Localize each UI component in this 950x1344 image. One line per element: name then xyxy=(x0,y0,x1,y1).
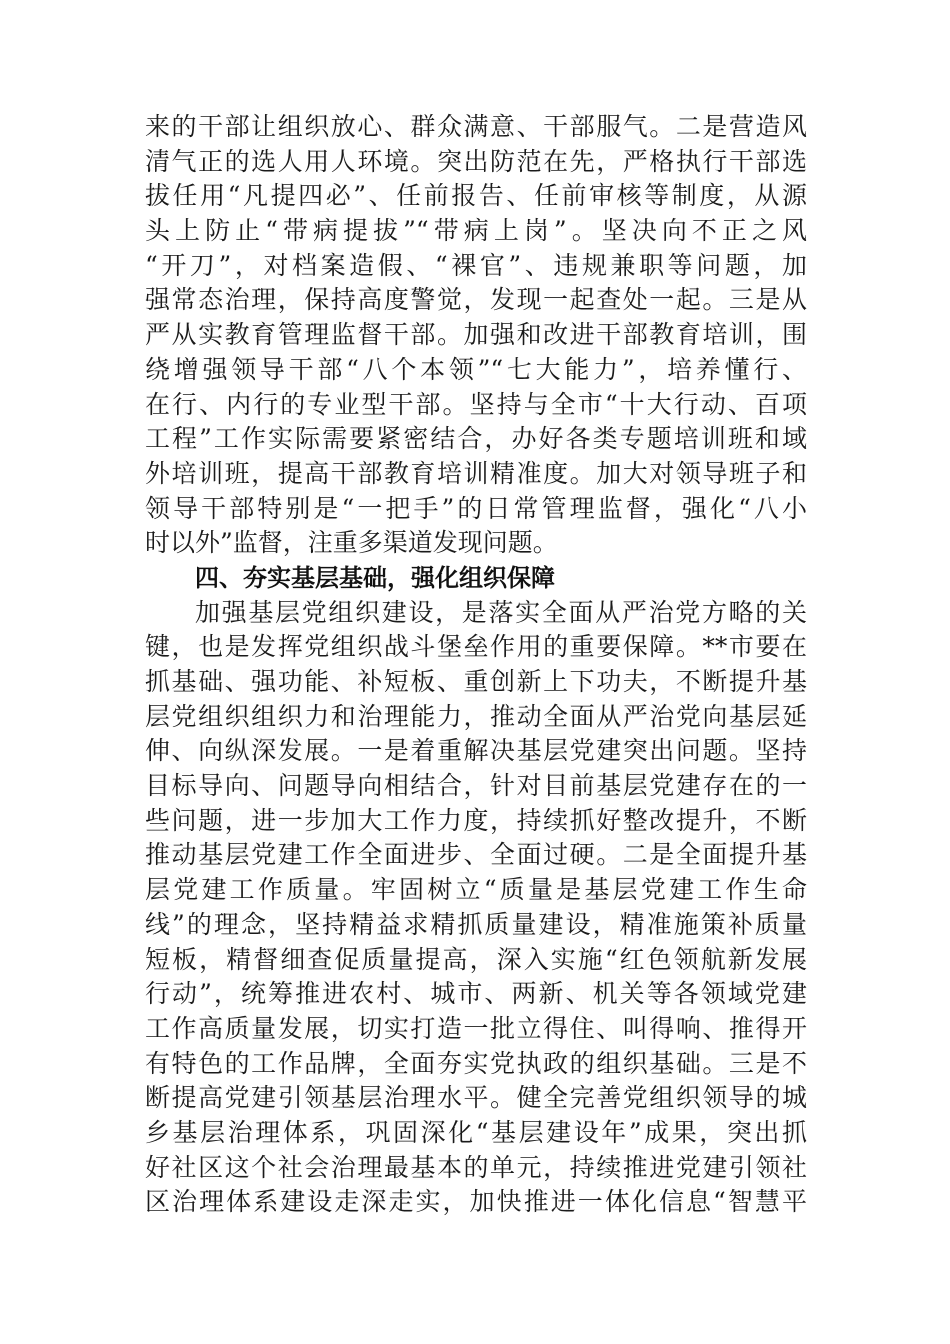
text-line: 拔任用“凡提四必”、任前报告、任前审核等制度，从源 xyxy=(145,181,807,211)
text-line: 断提高党建引领基层治理水平。健全完善党组织领导的城 xyxy=(145,1083,807,1113)
text-line: 乡基层治理体系，巩固深化“基层建设年”成果，突出抓 xyxy=(145,1117,807,1147)
text-line: 头上防止“带病提拔”“带病上岗”。坚决向不正之风 xyxy=(145,216,807,246)
text-line: 抓基础、强功能、补短板、重创新上下功夫，不断提升基 xyxy=(145,667,807,696)
text-line: 来的干部让组织放心、群众满意、干部服气。二是营造风 xyxy=(145,112,807,141)
text-line: 键，也是发挥党组织战斗堡垒作用的重要保障。**市要在 xyxy=(145,632,807,662)
text-line: 推动基层党建工作全面进步、全面过硬。二是全面提升基 xyxy=(145,840,807,870)
text-line: 伸、向纵深发展。一是着重解决基层党建突出问题。坚持 xyxy=(145,736,807,766)
text-line: 外培训班，提高干部教育培训精准度。加大对领导班子和 xyxy=(145,458,807,488)
text-line: 行动”，统筹推进农村、城市、两新、机关等各领域党建 xyxy=(145,979,807,1009)
text-line: 绕增强领导干部“八个本领”“七大能力”，培养懂行、 xyxy=(145,354,807,384)
text-line: 工程”工作实际需要紧密结合，办好各类专题培训班和域 xyxy=(145,424,807,454)
text-line: 些问题，进一步加大工作力度，持续抓好整改提升，不断 xyxy=(145,805,807,835)
text-line: 线”的理念，坚持精益求精抓质量建设，精准施策补质量 xyxy=(145,909,807,939)
text-line: 目标导向、问题导向相结合，针对目前基层党建存在的一 xyxy=(145,771,807,801)
text-line: “开刀”，对档案造假、“裸官”、违规兼职等问题，加 xyxy=(145,250,807,280)
text-line: 短板，精督细查促质量提高，深入实施“红色领航新发展 xyxy=(145,944,807,974)
text-line: 层党建工作质量。牢固树立“质量是基层党建工作生命 xyxy=(145,875,807,905)
text-line: 在行、内行的专业型干部。坚持与全市“十大行动、百项 xyxy=(145,389,807,419)
text-line: 区治理体系建设走深走实，加快推进一体化信息“智慧平 xyxy=(145,1187,807,1217)
paragraph xyxy=(145,596,807,1220)
text-line: 时以外”监督，注重多渠道发现问题。 xyxy=(145,528,558,558)
text-line: 领导干部特别是“一把手”的日常管理监督，强化“八小 xyxy=(145,493,807,523)
text-line: 好社区这个社会治理最基本的单元，持续推进党建引领社 xyxy=(145,1152,807,1182)
text-line: 层党组织组织力和治理能力，推动全面从严治党向基层延 xyxy=(145,701,807,731)
text-line: 有特色的工作品牌，全面夯实党执政的组织基础。三是不 xyxy=(145,1048,807,1078)
text-line: 严从实教育管理监督干部。加强和改进干部教育培训，围 xyxy=(145,320,807,350)
text-line: 工作高质量发展，切实打造一批立得住、叫得响、推得开 xyxy=(145,1013,807,1043)
section-heading: 四、夯实基层基础，强化组织保障 xyxy=(195,563,555,592)
paragraph-continued xyxy=(145,110,807,561)
document-body xyxy=(145,110,807,1220)
text-line: 强常态治理，保持高度警觉，发现一起查处一起。三是从 xyxy=(145,285,807,315)
text-line: 加强基层党组织建设，是落实全面从严治党方略的关 xyxy=(195,597,807,627)
text-line: 清气正的选人用人环境。突出防范在先，严格执行干部选 xyxy=(145,146,807,176)
